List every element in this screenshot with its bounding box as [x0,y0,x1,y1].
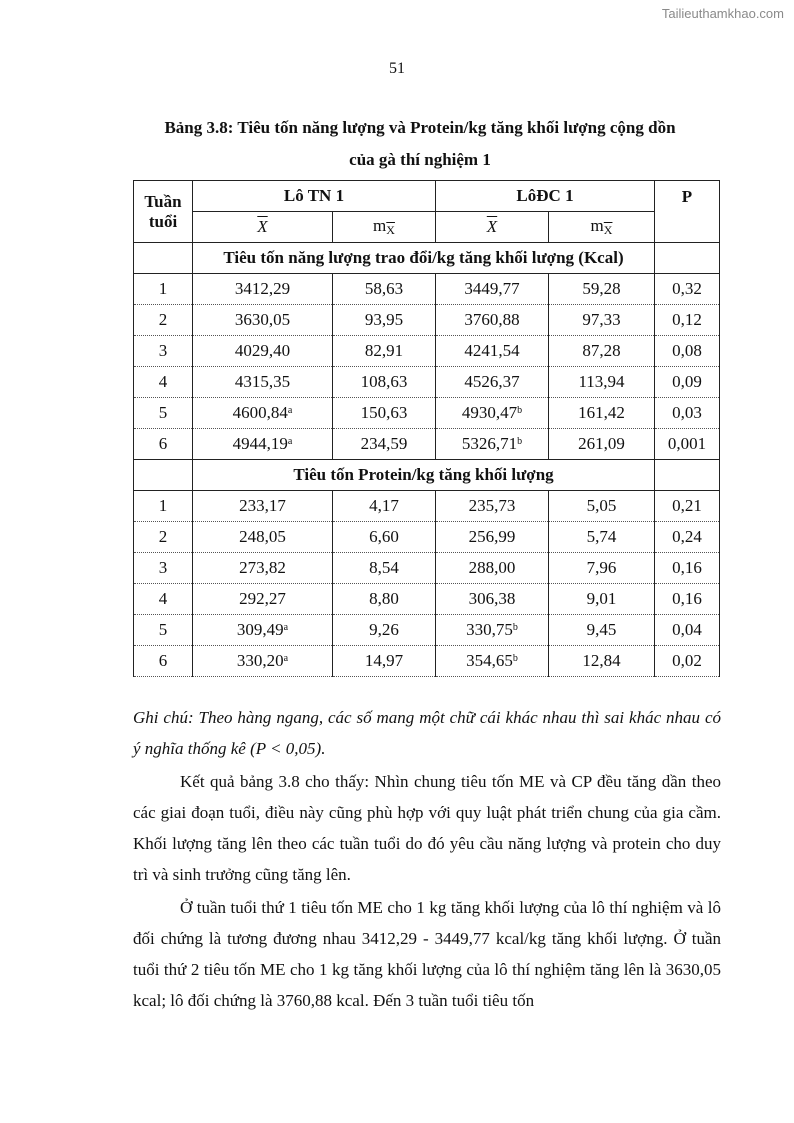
week-cell [134,491,193,522]
mean-lot-tn1 [193,491,333,522]
significance-letter: b [517,436,523,447]
mean-lot-dc1 [436,429,549,460]
p-value-value: 0,02 [672,651,702,670]
sem-lot-dc1 [549,336,655,367]
p-value [655,336,720,367]
sem-lot-dc1 [549,491,655,522]
p-value-value: 0,12 [672,310,702,329]
p-value [655,584,720,615]
week-cell [134,646,193,677]
data-table [133,180,720,677]
significance-letter: b [512,653,518,664]
sem-lot-dc1-value: 9,45 [586,620,617,639]
mean-lot-dc1 [436,367,549,398]
week-cell [134,398,193,429]
week-cell-value: 3 [158,341,168,360]
mean-lot-dc1 [436,491,549,522]
table-row [134,522,720,553]
significance-letter: b [512,622,518,633]
mean-lot-tn1 [193,522,333,553]
table-caption [120,112,720,176]
m-symbol: m [590,216,604,235]
mean-lot-dc1 [436,553,549,584]
sem-lot-dc1-value: 161,42 [578,403,625,422]
sem-lot-dc1 [549,274,655,305]
sem-lot-tn1-value: 6,60 [369,527,399,546]
section-energy-title: Tiêu tốn năng lượng trao đổi/kg tăng khối lượng (Kcal) [193,243,655,274]
sem-lot-tn1-value: 108,63 [360,372,408,391]
p-value-value: 0,16 [672,558,702,577]
mean-lot-dc1 [436,305,549,336]
page-number: 51 [389,60,405,77]
week-cell [134,367,193,398]
mean-lot-tn1 [193,305,333,336]
section-empty-cell [134,460,193,491]
sem-lot-tn1 [333,429,436,460]
sem-lot-dc1 [549,522,655,553]
mean-lot-tn1-value: 4944,19 [232,434,288,453]
mean-lot-tn1 [193,615,333,646]
sem-lot-tn1 [333,274,436,305]
sem-lot-tn1 [333,646,436,677]
section-protein-title: Tiêu tốn Protein/kg tăng khối lượng [193,460,655,491]
week-cell [134,615,193,646]
p-value [655,398,720,429]
paragraph-2: Ở tuần tuổi thứ 1 tiêu tốn ME cho 1 kg tăng khối lượng của lô thí nghiệm và lô đối chứng là tương đương nhau 3412,29 - 3449,77 kcal/kg tăng khối lượng. Ở tuần tuổi thứ 2 tiêu tốn ME cho 1 kg tăng khối lượng của lô thí nghiệm tăng lên là 3630,05 kcal; lô đối chứng là 3760,88 kcal. Đến 3 tuần tuổi tiêu tốn [133,898,721,1010]
p-value-value: 0,16 [672,589,702,608]
caption-line-2: của gà thí nghiệm 1 [349,150,491,169]
table-row [134,336,720,367]
header-sem-1 [333,212,436,243]
table-row [134,646,720,677]
p-value-value: 0,001 [667,434,707,453]
sem-lot-dc1-value: 12,84 [582,651,621,670]
table-row [134,615,720,646]
sem-lot-tn1 [333,491,436,522]
p-value [655,274,720,305]
week-cell-value: 1 [158,496,168,515]
caption-line-1: Bảng 3.8: Tiêu tốn năng lượng và Protein/kg tăng khối lượng cộng dồn [164,118,676,137]
paragraph-1: Kết quả bảng 3.8 cho thấy: Nhìn chung tiêu tốn ME và CP đều tăng dần theo các giai đoạn tuổi, điều này cũng phù hợp với quy luật phát triển chung của gia cầm. Khối lượng tăng lên theo các tuần tuổi do đó yêu cầu năng lượng và protein cho duy trì và sinh trưởng cũng tăng lên. [133,772,721,884]
week-cell-value: 3 [158,558,168,577]
p-value [655,429,720,460]
sem-lot-tn1 [333,553,436,584]
sem-lot-tn1-value: 58,63 [364,279,404,298]
table-row [134,274,720,305]
sem-lot-tn1-value: 150,63 [360,403,408,422]
m-symbol: m [373,216,387,235]
significance-letter: b [517,405,523,416]
sem-lot-tn1 [333,367,436,398]
mean-lot-tn1-value: 4029,40 [234,341,291,360]
mean-lot-tn1 [193,367,333,398]
mean-lot-dc1 [436,336,549,367]
week-cell [134,584,193,615]
header-mean-1 [193,212,333,243]
sem-lot-tn1 [333,522,436,553]
week-cell-value: 4 [158,372,168,391]
sem-lot-dc1 [549,584,655,615]
week-cell-value: 5 [158,403,168,422]
sem-lot-tn1-value: 8,54 [369,558,399,577]
mean-lot-dc1-value: 235,73 [468,496,516,515]
mean-lot-dc1 [436,584,549,615]
week-cell [134,429,193,460]
section-empty-cell [655,460,720,491]
p-value-value: 0,21 [672,496,702,515]
significance-letter: a [287,436,293,447]
mean-lot-tn1-value: 309,49 [236,620,284,639]
table-row [134,553,720,584]
mean-lot-tn1 [193,336,333,367]
sem-lot-dc1 [549,367,655,398]
sem-lot-tn1-value: 14,97 [364,651,404,670]
m-subscript: $\overline{X}$ [386,223,395,237]
sem-lot-tn1 [333,336,436,367]
p-value [655,491,720,522]
sem-lot-dc1 [549,398,655,429]
table-row [134,367,720,398]
sem-lot-dc1 [549,305,655,336]
table-row [134,584,720,615]
mean-lot-dc1-value: 256,99 [468,527,516,546]
mean-lot-dc1-value: 330,75 [466,620,513,639]
mean-lot-tn1 [193,646,333,677]
section-empty-cell [134,243,193,274]
sem-lot-dc1-value: 59,28 [582,279,621,298]
week-cell [134,336,193,367]
mean-lot-dc1-value: 4930,47 [461,403,518,422]
mean-lot-dc1 [436,398,549,429]
mean-lot-dc1-value: 3760,88 [464,310,520,329]
sem-lot-dc1 [549,429,655,460]
sem-lot-dc1-value: 261,09 [578,434,625,453]
mean-lot-dc1 [436,615,549,646]
p-value [655,522,720,553]
table-row [134,429,720,460]
mean-lot-tn1-value: 233,17 [239,496,286,515]
sem-lot-tn1-value: 82,91 [364,341,404,360]
p-value [655,615,720,646]
m-subscript: $\overline{X}$ [603,223,613,237]
mean-lot-dc1 [436,522,549,553]
mean-lot-dc1-value: 288,00 [468,558,516,577]
mean-lot-dc1 [436,646,549,677]
p-value-value: 0,32 [672,279,702,298]
mean-lot-tn1-value: 3630,05 [234,310,291,329]
sem-lot-tn1-value: 93,95 [364,310,404,329]
sem-lot-tn1-value: 9,26 [369,620,399,639]
p-value [655,646,720,677]
mean-lot-tn1-value: 4600,84 [232,403,288,422]
table-row [134,398,720,429]
p-value [655,553,720,584]
week-cell-value: 4 [158,589,168,608]
header-group1: Lô TN 1 [193,181,436,212]
xbar-symbol: $\overline{X}$ [486,217,498,236]
p-value-value: 0,08 [672,341,702,360]
significance-letter: a [283,653,289,664]
sem-lot-tn1 [333,615,436,646]
sem-lot-tn1-value: 8,80 [369,589,399,608]
sem-lot-dc1-value: 5,74 [586,527,617,546]
header-group2: LôĐC 1 [436,181,655,212]
sem-lot-tn1 [333,305,436,336]
week-cell-value: 2 [158,310,168,329]
sem-lot-dc1-value: 5,05 [586,496,617,515]
sem-lot-dc1-value: 7,96 [586,558,617,577]
p-value [655,305,720,336]
significance-letter: a [287,405,293,416]
xbar-symbol: $\overline{X}$ [257,217,268,236]
section-empty-cell [655,243,720,274]
mean-lot-tn1-value: 273,82 [239,558,286,577]
week-cell [134,522,193,553]
week-cell [134,553,193,584]
sem-lot-tn1 [333,584,436,615]
week-cell [134,274,193,305]
sem-lot-tn1 [333,398,436,429]
p-value-value: 0,09 [672,372,702,391]
table-row [134,305,720,336]
mean-lot-tn1 [193,398,333,429]
sem-lot-dc1 [549,615,655,646]
watermark: Tailieuthamkhao.com [661,6,784,21]
mean-lot-tn1-value: 292,27 [239,589,286,608]
mean-lot-dc1-value: 4241,54 [464,341,520,360]
sem-lot-tn1-value: 234,59 [360,434,408,453]
sem-lot-tn1-value: 4,17 [369,496,399,515]
week-cell-value: 1 [158,279,168,298]
sem-lot-dc1 [549,553,655,584]
mean-lot-tn1-value: 330,20 [236,651,284,670]
sem-lot-dc1-value: 87,28 [582,341,621,360]
mean-lot-tn1-value: 4315,35 [234,372,291,391]
week-cell-value: 6 [158,651,168,670]
mean-lot-dc1-value: 306,38 [468,589,516,608]
p-value-value: 0,03 [672,403,702,422]
p-value-value: 0,24 [672,527,702,546]
p-value-value: 0,04 [672,620,702,639]
week-cell-value: 2 [158,527,168,546]
mean-lot-tn1 [193,553,333,584]
mean-lot-dc1-value: 5326,71 [461,434,518,453]
mean-lot-tn1-value: 3412,29 [234,279,291,298]
mean-lot-dc1-value: 354,65 [466,651,513,670]
sem-lot-dc1 [549,646,655,677]
sem-lot-dc1-value: 113,94 [578,372,625,391]
mean-lot-tn1 [193,429,333,460]
sem-lot-dc1-value: 9,01 [586,589,617,608]
mean-lot-dc1 [436,274,549,305]
table-row [134,491,720,522]
mean-lot-dc1-value: 3449,77 [464,279,520,298]
header-mean-2 [436,212,549,243]
mean-lot-tn1 [193,584,333,615]
mean-lot-dc1-value: 4526,37 [464,372,520,391]
sem-lot-dc1-value: 97,33 [582,310,621,329]
p-value [655,367,720,398]
header-week: Tuần tuổi [134,181,193,243]
week-cell [134,305,193,336]
mean-lot-tn1 [193,274,333,305]
significance-letter: a [283,622,289,633]
week-cell-value: 5 [158,620,168,639]
header-sem-2 [549,212,655,243]
header-p: P [655,181,720,243]
table-note: Ghi chú: Theo hàng ngang, các số mang một chữ cái khác nhau thì sai khác nhau có ý nghĩa thống kê (P < 0,05). [133,708,721,758]
week-cell-value: 6 [158,434,168,453]
mean-lot-tn1-value: 248,05 [239,527,286,546]
